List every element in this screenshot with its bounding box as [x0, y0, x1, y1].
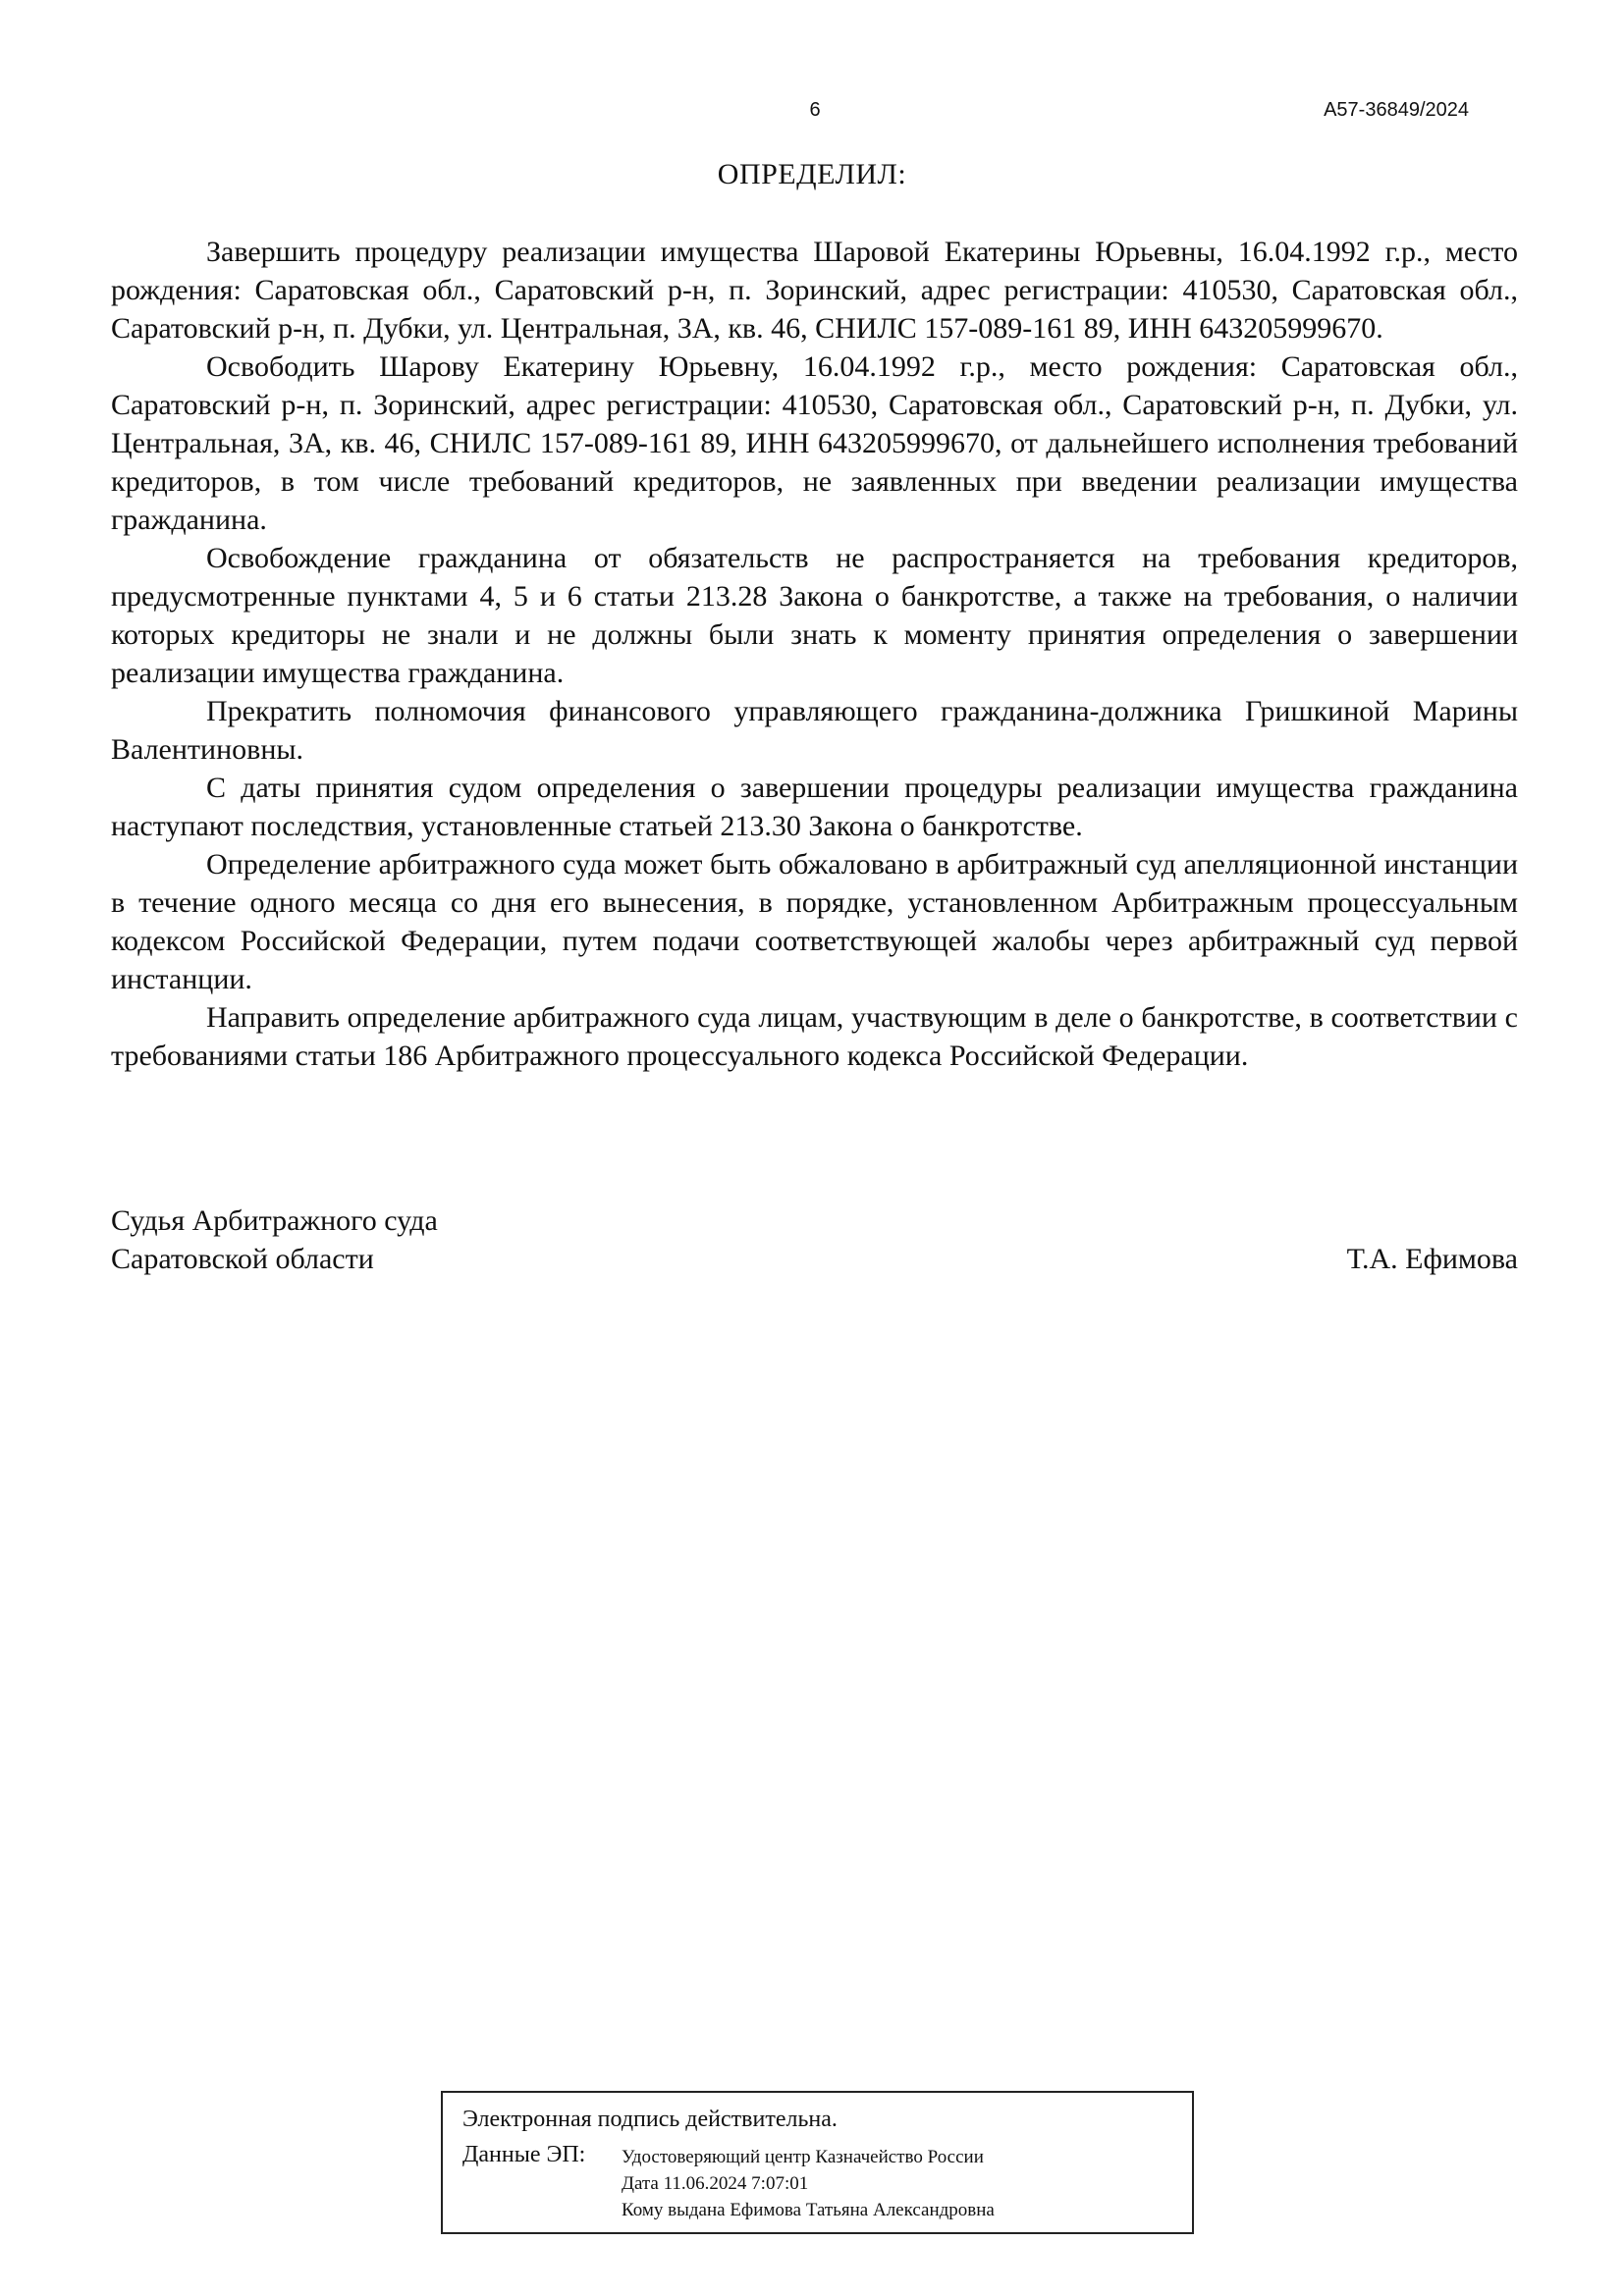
judge-name: Т.А. Ефимова — [1346, 1243, 1518, 1275]
judge-title-line1: Судья Арбитражного суда — [111, 1204, 438, 1237]
e-signature-valid-text: Электронная подпись действительна. — [462, 2107, 838, 2132]
paragraph-appeal: Определение арбитражного суда может быть обжаловано в арбитражный суд апелляционной инстанции в течение одного месяца со дня его вынесения, в порядке, установленном Арбитражным процессуальным кодексом Российской Федерации, путем подачи соответствующей жалобы через арбитражный суд первой инстанции. — [111, 848, 1518, 995]
paragraph-consequences: С даты принятия судом определения о завершении процедуры реализации имущества гражданина наступают последствия, установленные статьей 213.30 Закона о банкротстве. — [111, 772, 1518, 842]
e-signature-stamp — [441, 2091, 1194, 2234]
judge-title-line2: Саратовской области — [111, 1243, 374, 1275]
paragraph-release-obligations: Освободить Шарову Екатерину Юрьевну, 16.04.1992 г.р., место рождения: Саратовская обл., Саратовский р-н, п. Зоринский, адрес регистрации: 410530, Саратовская обл., Саратовский р-н, п. Дубки, ул. Центральная, 3А, кв. 46, СНИЛС 157-089-161 89, ИНН 643205999670, от дальнейшего исполнения требований кредиторов, в том числе требований кредиторов, не заявленных при введении реализации имущества гражданина. — [111, 350, 1518, 536]
case-number: А57-36849/2024 — [1324, 99, 1469, 121]
paragraph-exemptions: Освобождение гражданина от обязательств не распространяется на требования кредиторов, предусмотренные пунктами 4, 5 и 6 статьи 213.28 Закона о банкротстве, а также на требования, о наличии которых кредиторы не знали и не должны были знать к моменту принятия определения о завершении реализации имущества гражданина. — [111, 542, 1518, 689]
e-signature-issuer: Удостоверяющий центр Казначейство России — [622, 2147, 984, 2167]
page-number: 6 — [809, 99, 821, 121]
e-signature-date: Дата 11.06.2024 7:07:01 — [622, 2173, 809, 2194]
ruling-heading: ОПРЕДЕЛИЛ: — [717, 158, 907, 190]
signature-block — [111, 1201, 1518, 1278]
ruling-body — [111, 233, 1518, 1075]
paragraph-terminate-powers: Прекратить полномочия финансового управляющего гражданина-должника Гришкиной Марины Валентиновны. — [111, 695, 1518, 766]
paragraph-complete-procedure: Завершить процедуру реализации имущества Шаровой Екатерины Юрьевны, 16.04.1992 г.р., место рождения: Саратовская обл., Саратовский р-н, п. Зоринский, адрес регистрации: 410530, Саратовская обл., Саратовский р-н, п. Дубки, ул. Центральная, 3А, кв. 46, СНИЛС 157-089-161 89, ИНН 643205999670. — [111, 236, 1518, 345]
e-signature-label: Данные ЭП: — [462, 2142, 586, 2167]
e-signature-issued-to: Кому выдана Ефимова Татьяна Александровна — [622, 2200, 995, 2220]
paragraph-send-copies: Направить определение арбитражного суда лицам, участвующим в деле о банкротстве, в соответствии с требованиями статьи 186 Арбитражного процессуального кодекса Российской Федерации. — [111, 1001, 1518, 1072]
e-signature-details — [622, 2144, 995, 2223]
